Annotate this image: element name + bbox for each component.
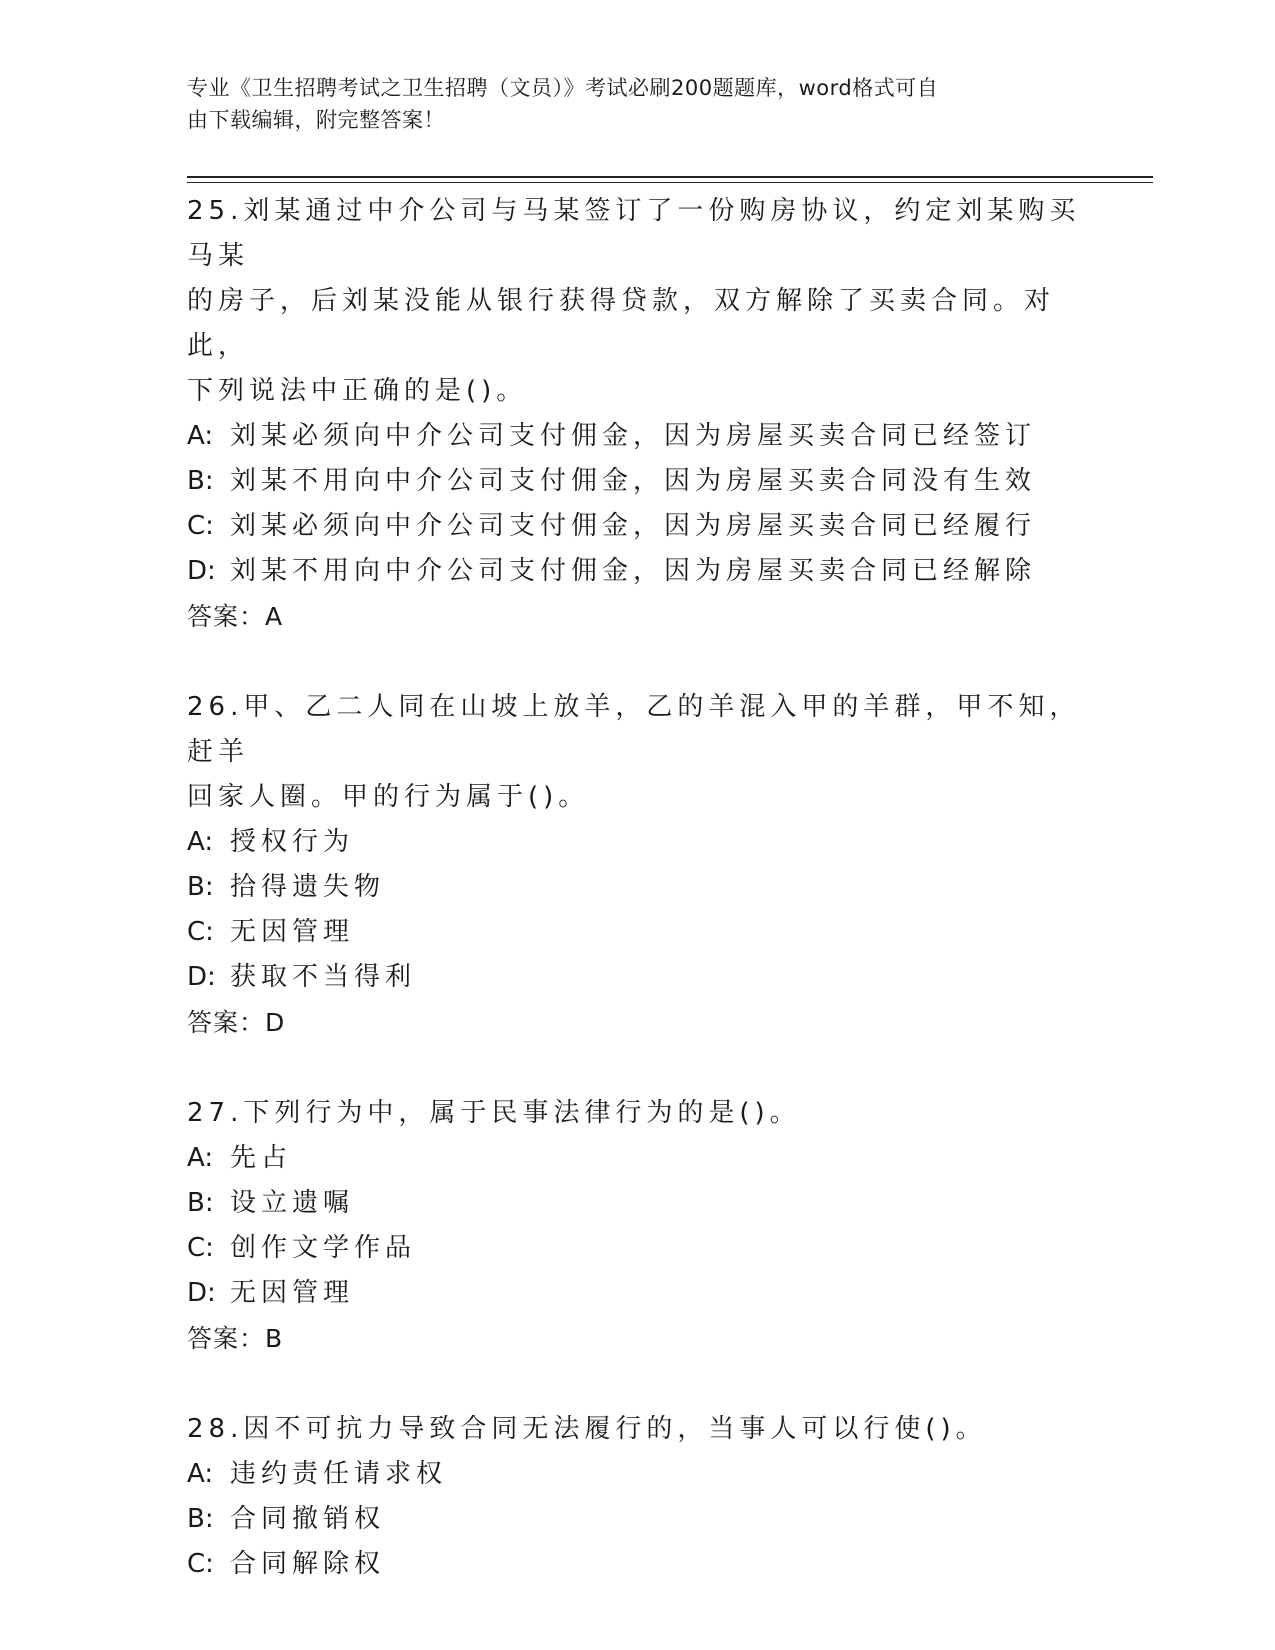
option-letter: B: — [187, 1188, 214, 1218]
option-letter: C: — [187, 1549, 214, 1579]
option-text: 先占 — [230, 1143, 293, 1173]
option-text: 违约责任请求权 — [230, 1459, 448, 1489]
question-25 — [187, 189, 1087, 639]
option-b — [187, 1181, 1087, 1226]
option-text: 合同解除权 — [230, 1549, 386, 1579]
option-d — [187, 1271, 1087, 1316]
option-letter: C: — [187, 917, 214, 947]
answer-line: 答案：A — [187, 602, 284, 631]
option-a — [187, 1452, 1087, 1497]
option-letter: C: — [187, 1233, 214, 1263]
option-text: 授权行为 — [230, 827, 355, 857]
answer-line: 答案：D — [187, 1008, 286, 1037]
option-c — [187, 1226, 1087, 1271]
question-text: 27.下列行为中，属于民事法律行为的是()。 — [187, 1098, 801, 1128]
option-letter: A: — [187, 1459, 214, 1489]
question-27 — [187, 1091, 1087, 1361]
option-letter: B: — [187, 1504, 214, 1534]
option-b — [187, 865, 1087, 910]
option-letter: B: — [187, 466, 214, 496]
document-header — [187, 72, 1087, 136]
option-letter: D: — [187, 556, 216, 586]
option-letter: A: — [187, 421, 214, 451]
option-letter: B: — [187, 872, 214, 902]
question-text: 的房子，后刘某没能从银行获得贷款，双方解除了买卖合同。对此， — [187, 286, 1056, 361]
option-letter: A: — [187, 1143, 214, 1173]
question-text: 25.刘某通过中介公司与马某签订了一份购房协议，约定刘某购买马某 — [187, 196, 1081, 271]
option-text: 创作文学作品 — [230, 1233, 417, 1263]
header-line-2: 由下载编辑，附完整答案！ — [187, 108, 445, 132]
question-26 — [187, 685, 1087, 1045]
question-text: 26.甲、乙二人同在山坡上放羊，乙的羊混入甲的羊群，甲不知，赶羊 — [187, 692, 1081, 767]
option-letter: C: — [187, 511, 214, 541]
option-b — [187, 1497, 1087, 1542]
header-line-1: 专业《卫生招聘考试之卫生招聘（文员）》考试必刷200题题库，word格式可自 — [187, 76, 939, 100]
option-text: 拾得遗失物 — [230, 872, 386, 902]
question-list — [187, 189, 1087, 1587]
option-text: 获取不当得利 — [230, 962, 417, 992]
option-a — [187, 414, 1087, 459]
option-text: 无因管理 — [230, 917, 355, 947]
question-28 — [187, 1407, 1087, 1587]
answer-line: 答案：B — [187, 1324, 284, 1353]
header-divider-thin — [187, 182, 1153, 183]
option-letter: A: — [187, 827, 214, 857]
option-text: 刘某必须向中介公司支付佣金，因为房屋买卖合同已经签订 — [230, 421, 1037, 451]
header-divider-thick — [187, 176, 1153, 178]
option-letter: D: — [187, 962, 216, 992]
option-text: 合同撤销权 — [230, 1504, 386, 1534]
option-text: 刘某不用向中介公司支付佣金，因为房屋买卖合同没有生效 — [230, 466, 1037, 496]
option-c — [187, 504, 1087, 549]
option-letter: D: — [187, 1278, 216, 1308]
option-c — [187, 910, 1087, 955]
question-text: 下列说法中正确的是()。 — [187, 376, 528, 406]
option-d — [187, 955, 1087, 1000]
option-text: 刘某必须向中介公司支付佣金，因为房屋买卖合同已经履行 — [230, 511, 1037, 541]
question-text: 回家人圈。甲的行为属于()。 — [187, 782, 590, 812]
option-a — [187, 1136, 1087, 1181]
option-text: 无因管理 — [230, 1278, 355, 1308]
option-d — [187, 549, 1087, 594]
option-text: 设立遗嘱 — [230, 1188, 355, 1218]
option-text: 刘某不用向中介公司支付佣金，因为房屋买卖合同已经解除 — [230, 556, 1037, 586]
option-a — [187, 820, 1087, 865]
question-text: 28.因不可抗力导致合同无法履行的，当事人可以行使()。 — [187, 1414, 987, 1444]
option-b — [187, 459, 1087, 504]
option-c — [187, 1542, 1087, 1587]
